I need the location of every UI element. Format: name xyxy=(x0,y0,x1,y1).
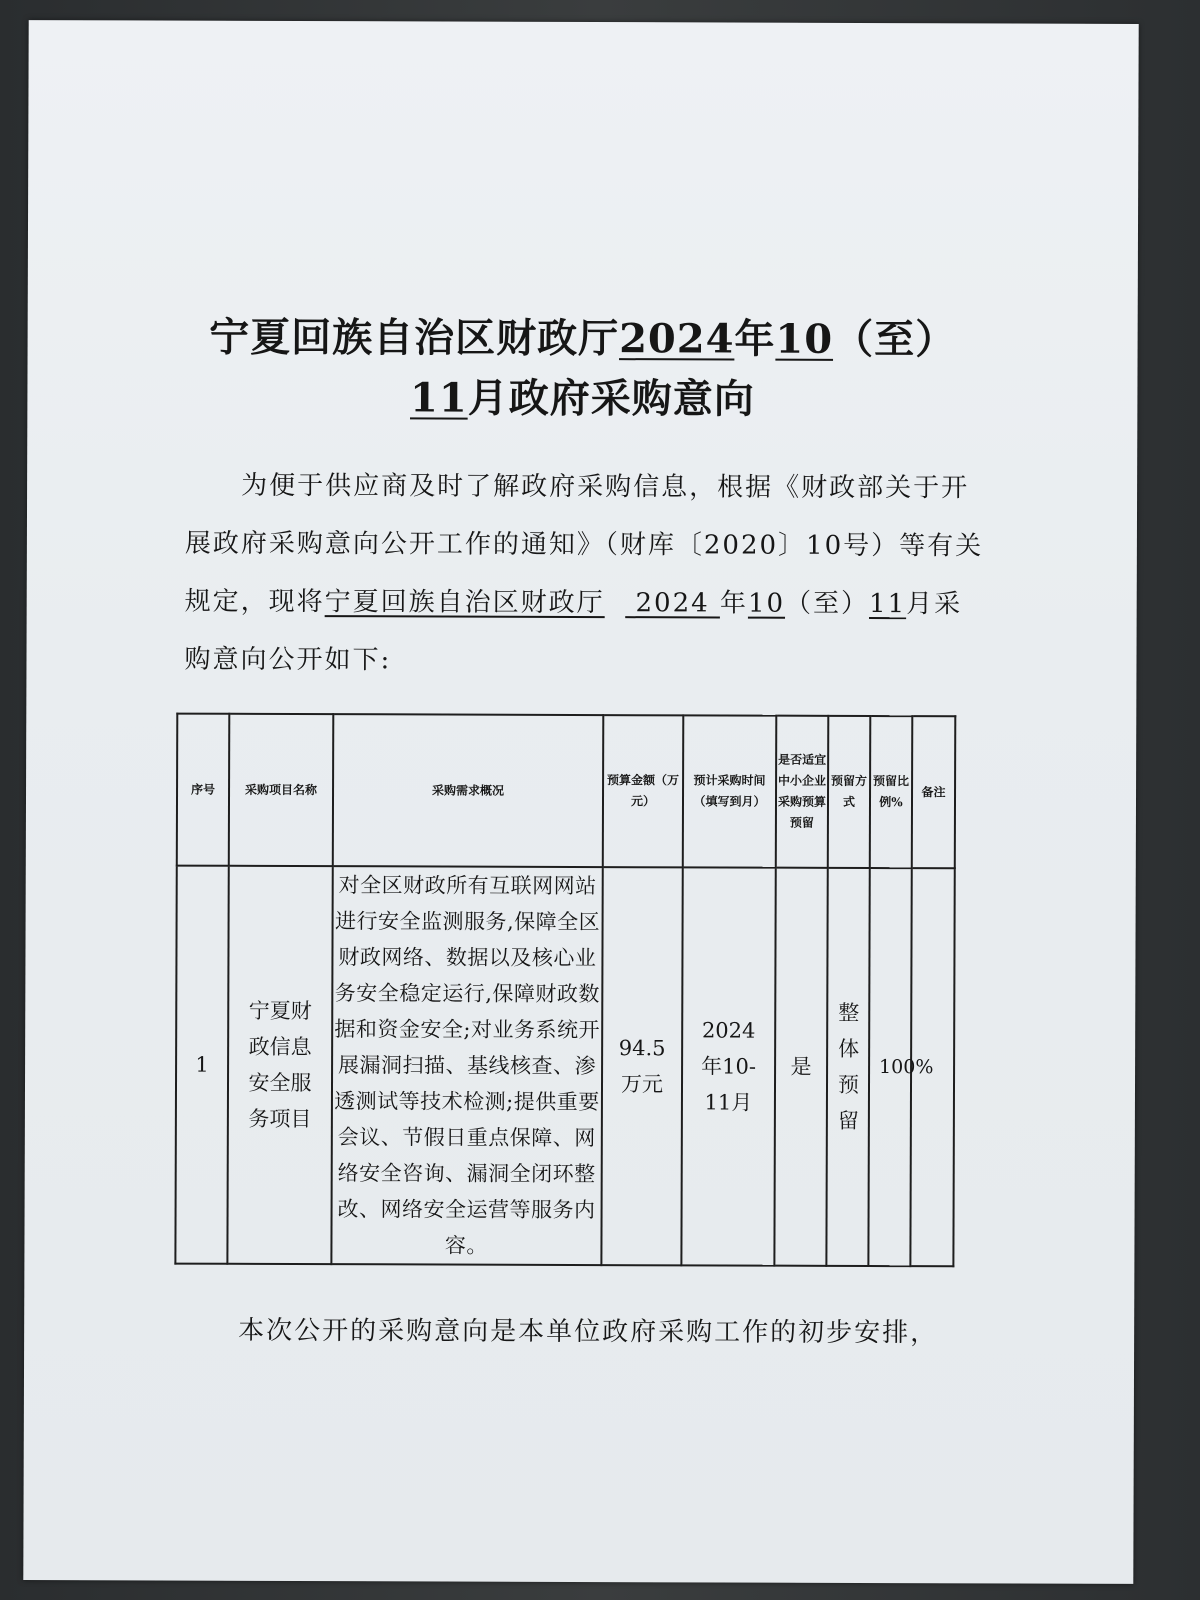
cell-sme: 是 xyxy=(774,868,827,1266)
header-reserve-method: 预留方式 xyxy=(828,716,871,868)
cell-reserve-ratio: 100% xyxy=(868,868,911,1266)
title-prefix: 宁夏回族自治区财政厅 xyxy=(209,313,620,363)
cell-seq: 1 xyxy=(175,866,228,1264)
cell-time: 2024年10-11月 xyxy=(681,867,775,1265)
title-month-end: 11 xyxy=(409,374,468,422)
table-row xyxy=(175,866,954,1267)
document-title-line-2 xyxy=(27,365,1137,426)
header-sme: 是否适宜中小企业采购预算预留 xyxy=(776,716,829,868)
document-page xyxy=(23,20,1138,1584)
table-header-row xyxy=(177,714,956,869)
header-time: 预计采购时间（填写到月） xyxy=(683,715,777,867)
document-title-line-1 xyxy=(28,305,1138,366)
header-requirements: 采购需求概况 xyxy=(333,714,604,867)
intro-year-suffix: 年 xyxy=(719,588,749,619)
cell-name: 宁夏财政信息安全服务项目 xyxy=(227,866,332,1264)
header-budget: 预算金额（万元） xyxy=(603,715,684,867)
cell-requirements: 对全区财政所有互联网网站进行安全监测服务,保障全区财政网络、数据以及核心业务安全稳定运行,保障财政数据和资金安全;对业务系统开展漏洞扫描、基线核查、渗透测试等技术检测;提供重要会议、节假日重点保障、网络安全咨询、漏洞全闭环整改、网络安全运营等服务内容。 xyxy=(331,866,602,1265)
intro-month-start: 10 xyxy=(747,588,786,619)
intro-year: 2024 xyxy=(625,588,721,619)
title-suffix: 月政府采购意向 xyxy=(467,374,755,423)
intro-to: （至） xyxy=(785,588,870,620)
cell-reserve-method: 整体预留 xyxy=(826,868,869,1266)
intro-month-end: 11 xyxy=(869,589,907,620)
intro-unit: 宁夏回族自治区财政厅 xyxy=(324,587,605,619)
cell-budget: 94.5万元 xyxy=(601,867,682,1265)
title-year: 2024 xyxy=(619,315,735,363)
header-remarks: 备注 xyxy=(912,716,956,868)
title-to: （至） xyxy=(833,315,957,364)
header-name: 采购项目名称 xyxy=(229,714,334,866)
title-month-start: 10 xyxy=(775,315,834,363)
header-seq: 序号 xyxy=(177,714,230,866)
title-year-suffix: 年 xyxy=(734,315,776,363)
closing-paragraph: 本次公开的采购意向是本单位政府采购工作的初步安排， xyxy=(238,1315,939,1349)
procurement-table xyxy=(174,713,956,1268)
intro-text-b: 月采购意向公开如下: xyxy=(184,589,963,676)
intro-text-a: 为便于供应商及时了解政府采购信息，根据《财政部关于开展政府采购意向公开工作的通知》（财库〔2020〕10号）等有关规定，现将 xyxy=(184,470,984,618)
header-reserve-ratio: 预留比例% xyxy=(870,716,913,868)
intro-paragraph xyxy=(184,457,985,692)
